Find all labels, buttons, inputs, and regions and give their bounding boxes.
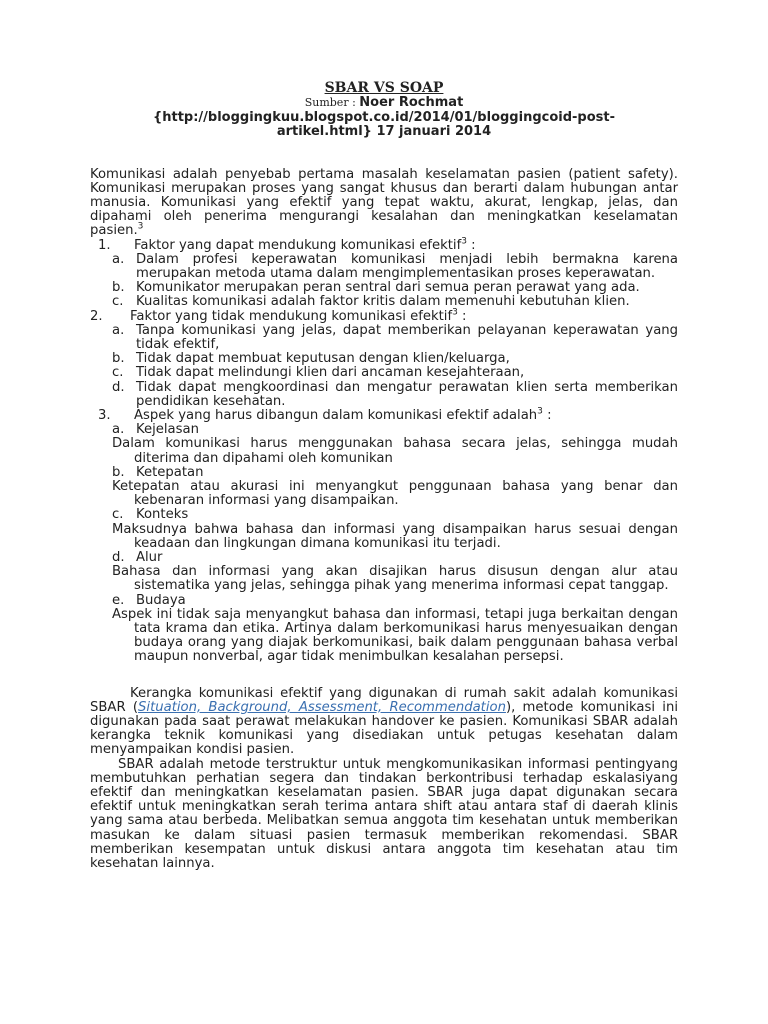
list-item-text: Komunikator merupakan peran sentral dari semua peran perawat yang ada.	[136, 280, 640, 296]
intro-text: Komunikasi adalah penyebab pertama masalah keselamatan pasien (patient safety). Komunikasi merupakan proses yang sangat khusus dan berarti dalam hubungan antar manusia. Komunikasi yang efektif yang tepat waktu, akurat, lengkap, jelas, dan dipahami oleh penerima mengurangi kesalahan dan meningkatkan keselamatan pasien.	[90, 166, 678, 239]
aspect-description: Maksudnya bahwa bahasa dan informasi yang disampaikan harus sesuai dengan keadaan dan lingkungan dimana komunikasi itu terjadi.	[112, 521, 678, 551]
aspect-label-text: Kejelasan	[136, 422, 199, 438]
list-marker: a.	[112, 251, 125, 267]
list-marker: a.	[112, 422, 125, 438]
aspect-label	[90, 551, 678, 565]
list-marker: d.	[112, 549, 125, 565]
section-number: 3.	[98, 407, 111, 423]
aspect-description: Aspek ini tidak saja menyangkut bahasa dan informasi, tetapi juga berkaitan dengan tata krama dan etika. Artinya dalam berkomunikasi harus menyesuaikan dengan budaya orang yang diajak berkomunikasi, baik dalam penggunaan bahasa verbal maupun nonverbal, agar tidak menimbulkan kesalahan persepsi.	[112, 606, 678, 665]
list-item	[90, 281, 678, 295]
footnote-ref: 3	[452, 307, 458, 318]
sbar-text-after: ), metode komunikasi ini digunakan pada saat perawat melakukan handover ke pasien. Komunikasi SBAR adalah kerangka teknik komunikasi yang disediakan untuk petugas kesehatan dalam menyampaikan kondisi pasien.	[90, 699, 678, 758]
list-item	[90, 253, 678, 281]
aspect-description: Dalam komunikasi harus menggunakan bahasa secara jelas, sehingga mudah diterima dan dipahami oleh komunikan	[112, 436, 678, 466]
list-item	[90, 381, 678, 409]
list-item	[90, 324, 678, 352]
list-marker: c.	[112, 507, 124, 523]
list-marker: b.	[112, 280, 125, 296]
list-item-text: Tidak dapat membuat keputusan dengan klien/keluarga,	[136, 351, 510, 367]
list-item-text: Kualitas komunikasi adalah faktor kritis dalam memenuhi kebutuhan klien.	[136, 294, 630, 310]
section-heading-text: Faktor yang tidak mendukung komunikasi efektif	[130, 308, 453, 324]
list-item	[90, 352, 678, 366]
sbar-acronym-link[interactable]: Situation, Background, Assessment, Recommendation	[138, 699, 506, 715]
aspect-label	[90, 508, 678, 522]
aspect-label	[90, 594, 678, 608]
sbar-paragraph	[90, 687, 678, 758]
aspect-label	[90, 466, 678, 480]
source-citation	[90, 96, 678, 140]
footnote-ref: 3	[137, 221, 144, 232]
aspect-description: Bahasa dan informasi yang akan disajikan harus disusun dengan alur atau sistematika yang jelas, sehingga pihak yang menerima informasi cepat tanggap.	[112, 564, 678, 594]
source-author: Noer Rochmat	[359, 95, 464, 110]
list-item-text: Tidak dapat mengkoordinasi dan mengatur perawatan klien serta memberikan pendidikan kesehatan.	[136, 379, 678, 409]
aspect-label-text: Alur	[136, 549, 163, 565]
list-item-text: Dalam profesi keperawatan komunikasi menjadi lebih bermakna karena merupakan metoda utama dalam mengimplementasikan proses keperawatan.	[136, 251, 678, 281]
sbar-text-before: Kerangka komunikasi efektif yang digunakan di rumah sakit adalah komunikasi SBAR (	[90, 685, 678, 715]
list-marker: c.	[112, 365, 124, 381]
source-url-line: {http://bloggingkuu.blogspot.co.id/2014/01/bloggingcoid-post-	[152, 109, 616, 125]
aspect-label-text: Konteks	[136, 507, 189, 523]
footnote-ref: 3	[461, 236, 467, 247]
list-marker: b.	[112, 351, 125, 367]
list-item-text: Tidak dapat melindungi klien dari ancaman kesejahteraan,	[136, 365, 525, 381]
list-item-text: Tanpa komunikasi yang jelas, dapat memberikan pelayanan keperawatan yang tidak efektif,	[136, 322, 678, 352]
section-2-heading: 2. Faktor yang tidak mendukung komunikasi efektif$^3$ :	[90, 307, 467, 324]
aspect-label-text: Ketepatan	[136, 464, 204, 480]
section-heading-text: Faktor yang dapat mendukung komunikasi efektif	[134, 237, 462, 253]
section-1-heading: 1. Faktor yang dapat mendukung komunikasi efektif$^3$ :	[98, 236, 476, 253]
intro-paragraph	[90, 168, 678, 239]
sbar-method-paragraph: SBAR adalah metode terstruktur untuk mengkomunikasikan informasi pentingyang membutuhkan perhatian segera dan tindakan berkontribusi terhadap eskalasiyang efektif dan meningkatkan keselamatan pasien. SBAR juga dapat digunakan secara efektif untuk meningkatkan serah terima antara shift atau antara staf di daerah klinis yang sama atau berbeda. Melibatkan semua anggota tim kesehatan untuk memberikan masukan ke dalam situasi pasien termasuk memberikan rekomendasi. SBAR memberikan kesempatan untuk diskusi antara anggota tim kesehatan atau tim kesehatan lainnya.	[90, 756, 678, 872]
list-marker: b.	[112, 464, 125, 480]
list-marker: a.	[112, 322, 125, 338]
aspect-description: Ketepatan atau akurasi ini menyangkut penggunaan bahasa yang benar dan kebenaran informasi yang disampaikan.	[112, 478, 678, 509]
section-3-heading: 3. Aspek yang harus dibangun dalam komunikasi efektif adalah$^3$ :	[98, 406, 552, 423]
list-marker: e.	[112, 592, 125, 608]
aspect-label	[90, 423, 678, 437]
source-date-line: artikel.html} 17 januari 2014	[276, 124, 492, 139]
list-item	[90, 366, 678, 380]
section-number: 1.	[98, 237, 111, 253]
footnote-ref: 3	[537, 406, 543, 417]
source-label: Sumber :	[304, 96, 360, 109]
list-marker: c.	[112, 294, 124, 310]
document-title: SBAR VS SOAP	[324, 80, 444, 96]
aspect-label-text: Budaya	[136, 592, 186, 608]
section-number: 2.	[90, 308, 103, 324]
list-marker: d.	[112, 379, 125, 395]
list-item	[90, 295, 678, 309]
section-heading-text: Aspek yang harus dibangun dalam komunikasi efektif adalah	[134, 407, 538, 423]
